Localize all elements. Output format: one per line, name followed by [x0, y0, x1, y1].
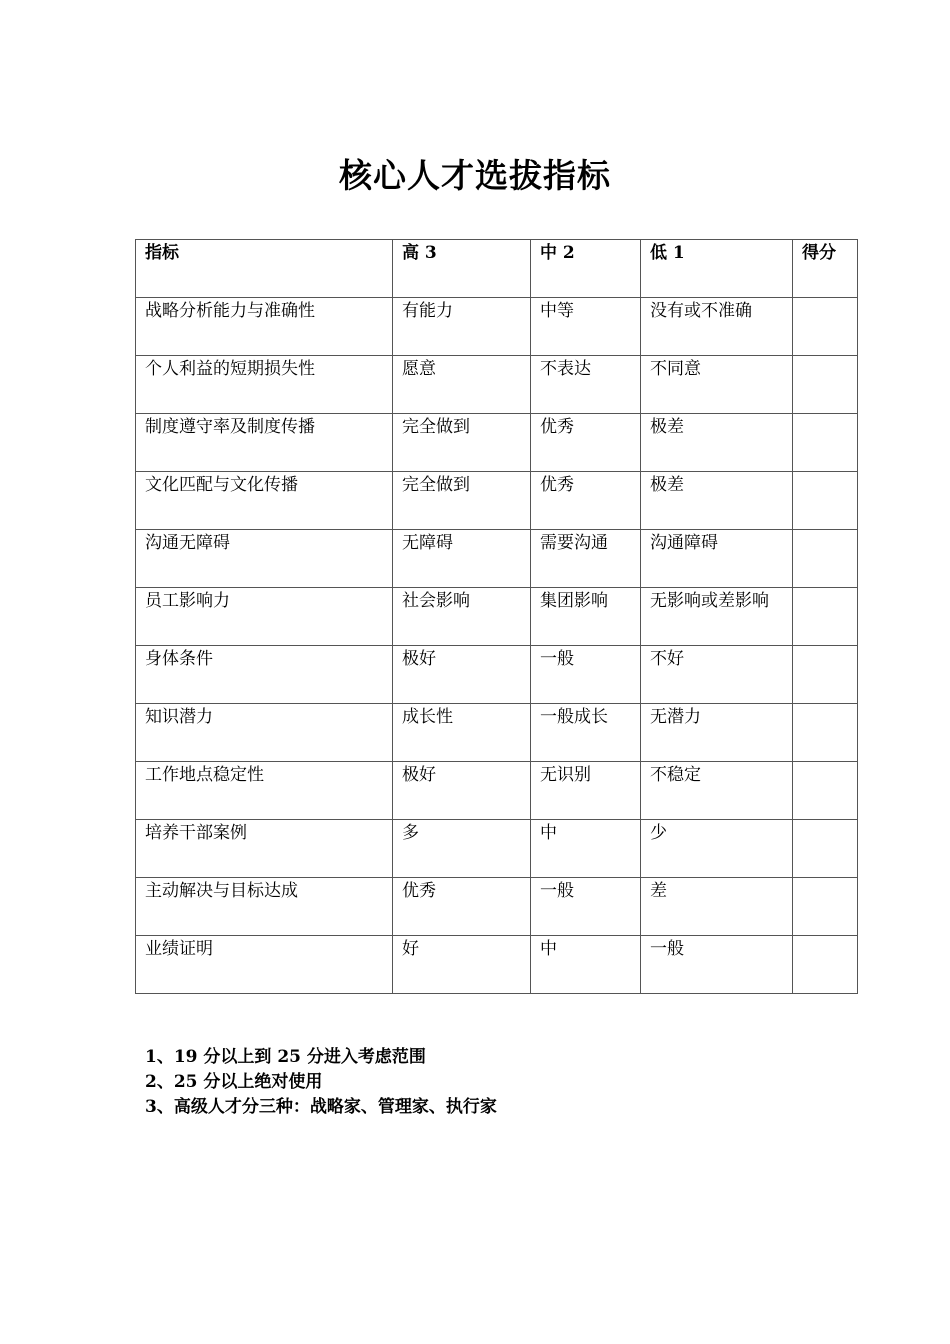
cell-low: 没有或不准确	[641, 298, 793, 356]
cell-criterion: 文化匹配与文化传播	[136, 472, 393, 530]
cell-medium: 不表达	[531, 356, 641, 414]
cell-high: 好	[393, 936, 531, 994]
cell-score	[793, 878, 858, 936]
cell-score	[793, 472, 858, 530]
cell-criterion: 制度遵守率及制度传播	[136, 414, 393, 472]
cell-criterion: 主动解决与目标达成	[136, 878, 393, 936]
cell-criterion: 个人利益的短期损失性	[136, 356, 393, 414]
cell-high: 有能力	[393, 298, 531, 356]
cell-score	[793, 820, 858, 878]
cell-medium: 中等	[531, 298, 641, 356]
cell-low: 极差	[641, 414, 793, 472]
cell-low: 极差	[641, 472, 793, 530]
table-header-row	[136, 240, 858, 298]
table-row	[136, 588, 858, 646]
cell-criterion: 沟通无障碍	[136, 530, 393, 588]
header-medium: 中 2	[531, 240, 641, 298]
cell-low: 不同意	[641, 356, 793, 414]
cell-high: 无障碍	[393, 530, 531, 588]
cell-medium: 无识别	[531, 762, 641, 820]
cell-medium: 一般成长	[531, 704, 641, 762]
header-score: 得分	[793, 240, 858, 298]
table-row	[136, 762, 858, 820]
table-row	[136, 704, 858, 762]
cell-low: 少	[641, 820, 793, 878]
header-criterion: 指标	[136, 240, 393, 298]
cell-criterion: 业绩证明	[136, 936, 393, 994]
cell-high: 极好	[393, 762, 531, 820]
cell-high: 极好	[393, 646, 531, 704]
table-row	[136, 530, 858, 588]
cell-high: 完全做到	[393, 472, 531, 530]
cell-criterion: 员工影响力	[136, 588, 393, 646]
cell-medium: 需要沟通	[531, 530, 641, 588]
cell-score	[793, 646, 858, 704]
cell-low: 不好	[641, 646, 793, 704]
cell-criterion: 战略分析能力与准确性	[136, 298, 393, 356]
cell-high: 优秀	[393, 878, 531, 936]
cell-high: 社会影响	[393, 588, 531, 646]
cell-medium: 中	[531, 820, 641, 878]
cell-score	[793, 298, 858, 356]
note-item: 1、19 分以上到 25 分进入考虑范围	[145, 1047, 426, 1067]
cell-score	[793, 530, 858, 588]
cell-medium: 优秀	[531, 472, 641, 530]
cell-score	[793, 936, 858, 994]
cell-criterion: 知识潜力	[136, 704, 393, 762]
cell-medium: 一般	[531, 878, 641, 936]
cell-high: 愿意	[393, 356, 531, 414]
header-low: 低 1	[641, 240, 793, 298]
table-row	[136, 356, 858, 414]
cell-score	[793, 588, 858, 646]
cell-medium: 优秀	[531, 414, 641, 472]
cell-low: 差	[641, 878, 793, 936]
cell-high: 完全做到	[393, 414, 531, 472]
page-title: 核心人才选拔指标	[339, 156, 611, 195]
cell-medium: 集团影响	[531, 588, 641, 646]
table-row	[136, 298, 858, 356]
cell-criterion: 培养干部案例	[136, 820, 393, 878]
note-item: 3、高级人才分三种：战略家、管理家、执行家	[145, 1097, 497, 1117]
selection-criteria-table	[135, 239, 858, 994]
cell-low: 无影响或差影响	[641, 588, 793, 646]
cell-low: 一般	[641, 936, 793, 994]
cell-score	[793, 356, 858, 414]
cell-score	[793, 704, 858, 762]
cell-low: 无潜力	[641, 704, 793, 762]
cell-medium: 中	[531, 936, 641, 994]
table-row	[136, 878, 858, 936]
cell-score	[793, 762, 858, 820]
table-row	[136, 414, 858, 472]
table-row	[136, 472, 858, 530]
table-row	[136, 820, 858, 878]
note-item: 2、25 分以上绝对使用	[145, 1072, 323, 1092]
cell-low: 不稳定	[641, 762, 793, 820]
cell-low: 沟通障碍	[641, 530, 793, 588]
cell-criterion: 身体条件	[136, 646, 393, 704]
table-row	[136, 936, 858, 994]
cell-criterion: 工作地点稳定性	[136, 762, 393, 820]
notes-list	[145, 1045, 497, 1120]
table-row	[136, 646, 858, 704]
cell-high: 成长性	[393, 704, 531, 762]
cell-score	[793, 414, 858, 472]
header-high: 高 3	[393, 240, 531, 298]
cell-high: 多	[393, 820, 531, 878]
cell-medium: 一般	[531, 646, 641, 704]
